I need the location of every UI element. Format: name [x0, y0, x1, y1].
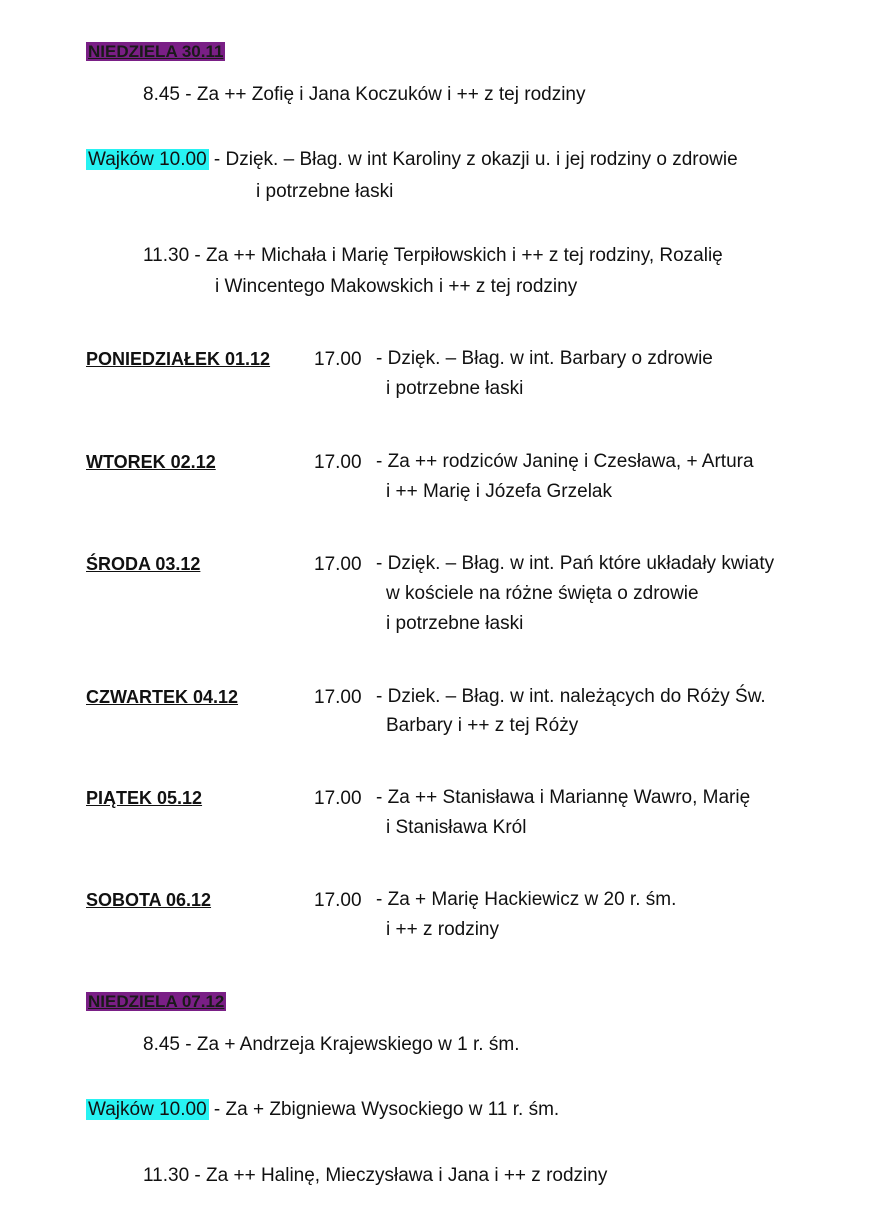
intention-line: - Za ++ rodziców Janinę i Czesława, + Artura — [376, 451, 754, 472]
wajkow-mass-2 — [86, 1098, 559, 1122]
mass-1130-1-cont: i Wincentego Makowskich i ++ z tej rodziny — [215, 276, 578, 297]
mass-time: 17.00 — [314, 554, 362, 575]
day-label: PIĄTEK 05.12 — [86, 788, 203, 808]
intention-line: w kościele na różne święta o zdrowie — [386, 583, 699, 604]
mass-time: 17.00 — [314, 890, 362, 911]
intention-line: - Za + Marię Hackiewicz w 20 r. śm. — [376, 889, 677, 910]
mass-1130-1: 11.30 - Za ++ Michała i Marię Terpiłowskich i ++ z tej rodziny, Rozalię — [143, 245, 723, 266]
mass-time: 17.00 — [314, 687, 362, 708]
sunday-label: NIEDZIELA 30.11 — [88, 42, 224, 61]
sunday-header-2 — [86, 990, 226, 1014]
intention-line: i potrzebne łaski — [386, 378, 524, 399]
wajkow-intention: - Za + Zbigniewa Wysockiego w 11 r. śm. — [208, 1099, 560, 1120]
intention-line: - Dzięk. – Błag. w int. Barbary o zdrowie — [376, 348, 713, 369]
day-label: PONIEDZIAŁEK 01.12 — [86, 349, 271, 369]
wajkow-place-label: Wajków 10.00 — [88, 1099, 207, 1120]
mass-time: 17.00 — [314, 788, 362, 809]
day-label: WTOREK 02.12 — [86, 452, 216, 472]
sunday-label: NIEDZIELA 07.12 — [88, 992, 225, 1011]
day-row-thursday — [86, 685, 362, 710]
day-row-monday — [86, 347, 362, 372]
mass-time: 17.00 — [314, 452, 362, 473]
mass-845-1: 8.45 - Za ++ Zofię i Jana Koczuków i ++ z tej rodziny — [143, 84, 586, 105]
intention-line: - Dzięk. – Błag. w int. Pań które układały kwiaty — [376, 553, 775, 574]
wajkow-intention-cont: i potrzebne łaski — [256, 181, 394, 202]
day-label: ŚRODA 03.12 — [86, 554, 201, 574]
intention-line: Barbary i ++ z tej Róży — [386, 715, 579, 736]
intention-line: - Dziek. – Błag. w int. należących do Róży Św. — [376, 686, 766, 707]
intention-line: i ++ z rodziny — [386, 919, 499, 940]
day-row-friday — [86, 786, 362, 811]
mass-845-2: 8.45 - Za + Andrzeja Krajewskiego w 1 r. śm. — [143, 1034, 520, 1055]
wajkow-place-label: Wajków 10.00 — [88, 149, 207, 170]
wajkow-mass-1 — [86, 148, 738, 172]
day-label: SOBOTA 06.12 — [86, 890, 212, 910]
mass-time: 17.00 — [314, 349, 362, 370]
intention-line: i ++ Marię i Józefa Grzelak — [386, 481, 612, 502]
day-row-tuesday — [86, 450, 362, 475]
day-label: CZWARTEK 04.12 — [86, 687, 239, 707]
mass-1130-2: 11.30 - Za ++ Halinę, Mieczysława i Jana i ++ z rodziny — [143, 1165, 608, 1186]
intention-line: i Stanisława Król — [386, 817, 527, 838]
day-row-saturday — [86, 888, 362, 913]
intention-line: - Za ++ Stanisława i Mariannę Wawro, Marię — [376, 787, 751, 808]
day-row-wednesday — [86, 552, 362, 577]
sunday-header-1 — [86, 40, 225, 64]
wajkow-intention: - Dzięk. – Błag. w int Karoliny z okazji u. i jej rodziny o zdrowie — [208, 149, 738, 170]
intention-line: i potrzebne łaski — [386, 613, 524, 634]
